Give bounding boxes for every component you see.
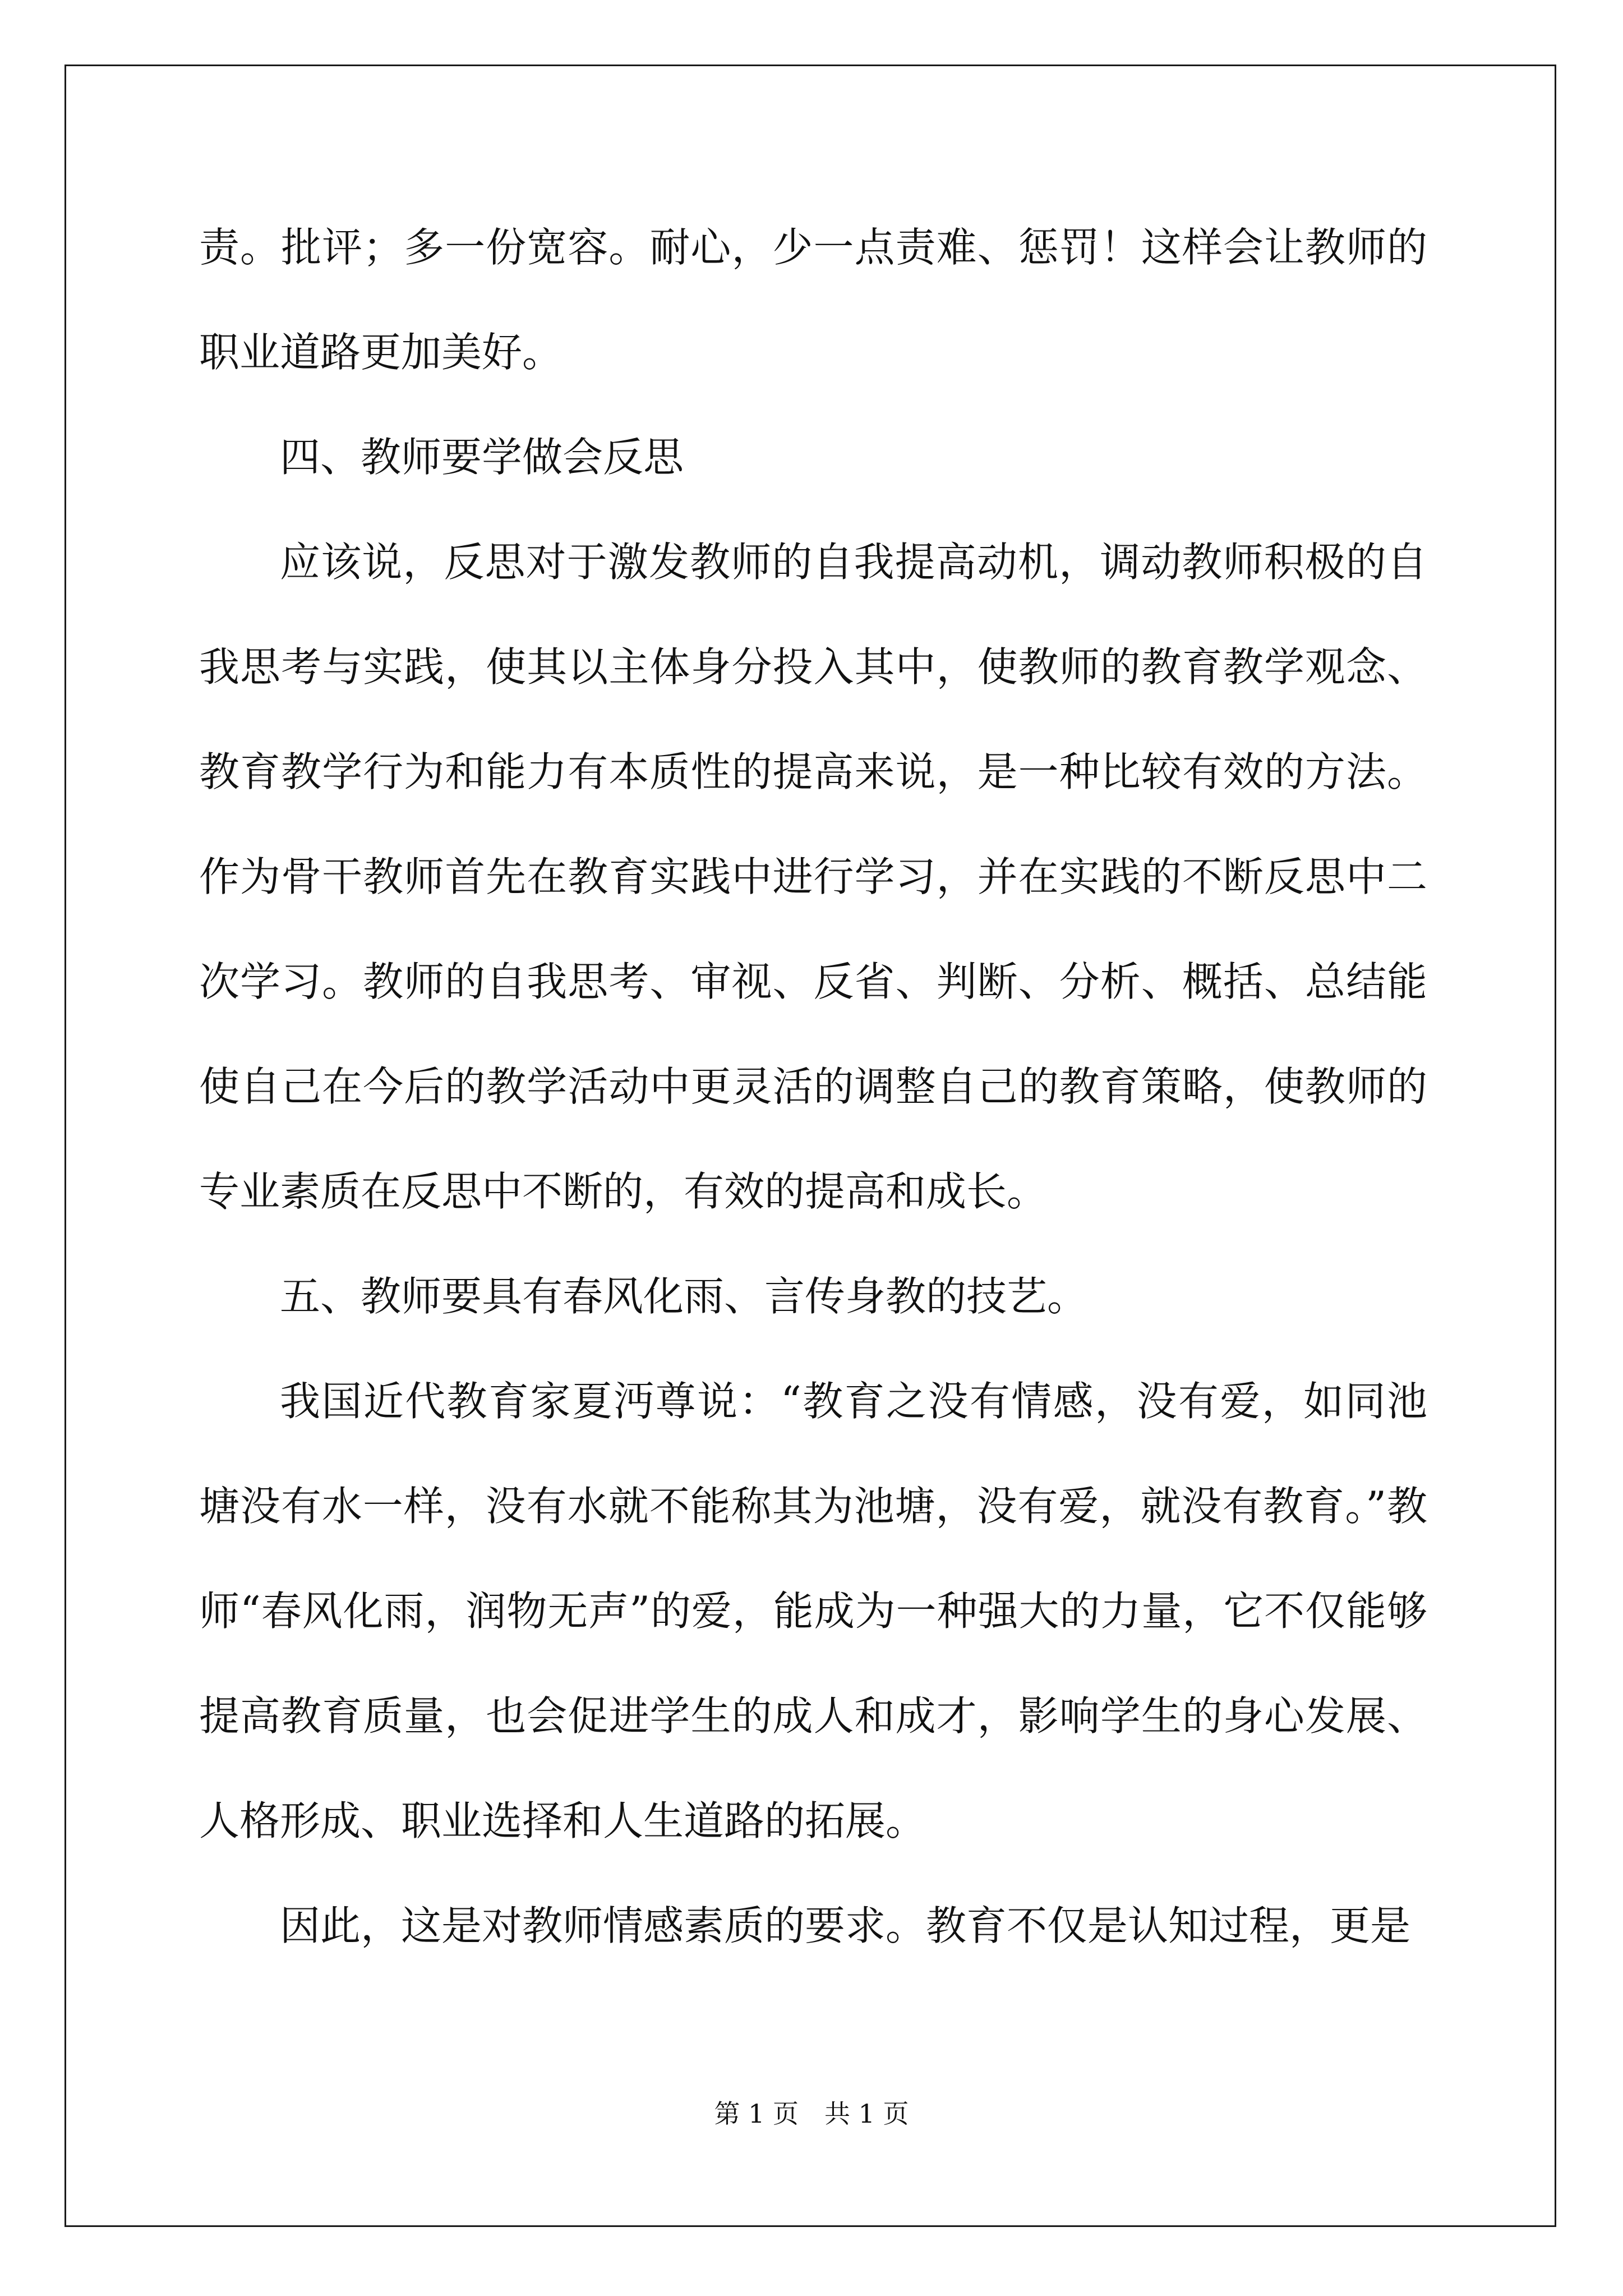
paragraph-last: 因此，这是对教师情感素质的要求。教育不仅是认知过程，更是 — [280, 1902, 1411, 1949]
page-footer: 第 1 页 共 1 页 — [714, 2099, 909, 2129]
document-body — [199, 195, 1427, 1978]
section-heading-4: 四、教师要学做会反思 — [280, 434, 684, 481]
paragraph-reflection: 应该说，反思对于激发教师的自我提高动机，调动教师积极的自我思考与实践，使其以主体身分投入其中，使教师的教育教学观念、教育教学行为和能力有本质性的提高来说，是一种比较有效的方法。作为骨干教师首先在教育实践中进行学习，并在实践的不断反思中二次学习。教师的自我思考、审视、反省、判断、分析、概括、总结能使自己在今后的教学活动中更灵活的调整自己的教育策略，使教师的专业素质在反思中不断的，有效的提高和成长。 — [199, 539, 1427, 1215]
section-heading-5: 五、教师要具有春风化雨、言传身教的技艺。 — [280, 1273, 1088, 1320]
paragraph-quote: 我国近代教育家夏沔尊说：“教育之没有情感，没有爱，如同池塘没有水一样，没有水就不能称其为池塘，没有爱，就没有教育。”教师“春风化雨，润物无声”的爱，能成为一种强大的力量，它不仅能够提高教育质量，也会促进学生的成人和成才，影响学生的身心发展、人格形成、职业选择和人生道路的拓展。 — [199, 1378, 1427, 1844]
paragraph-1: 责。批评；多一份宽容。耐心，少一点责难、惩罚！这样会让教师的职业道路更加美好。 — [199, 224, 1427, 376]
